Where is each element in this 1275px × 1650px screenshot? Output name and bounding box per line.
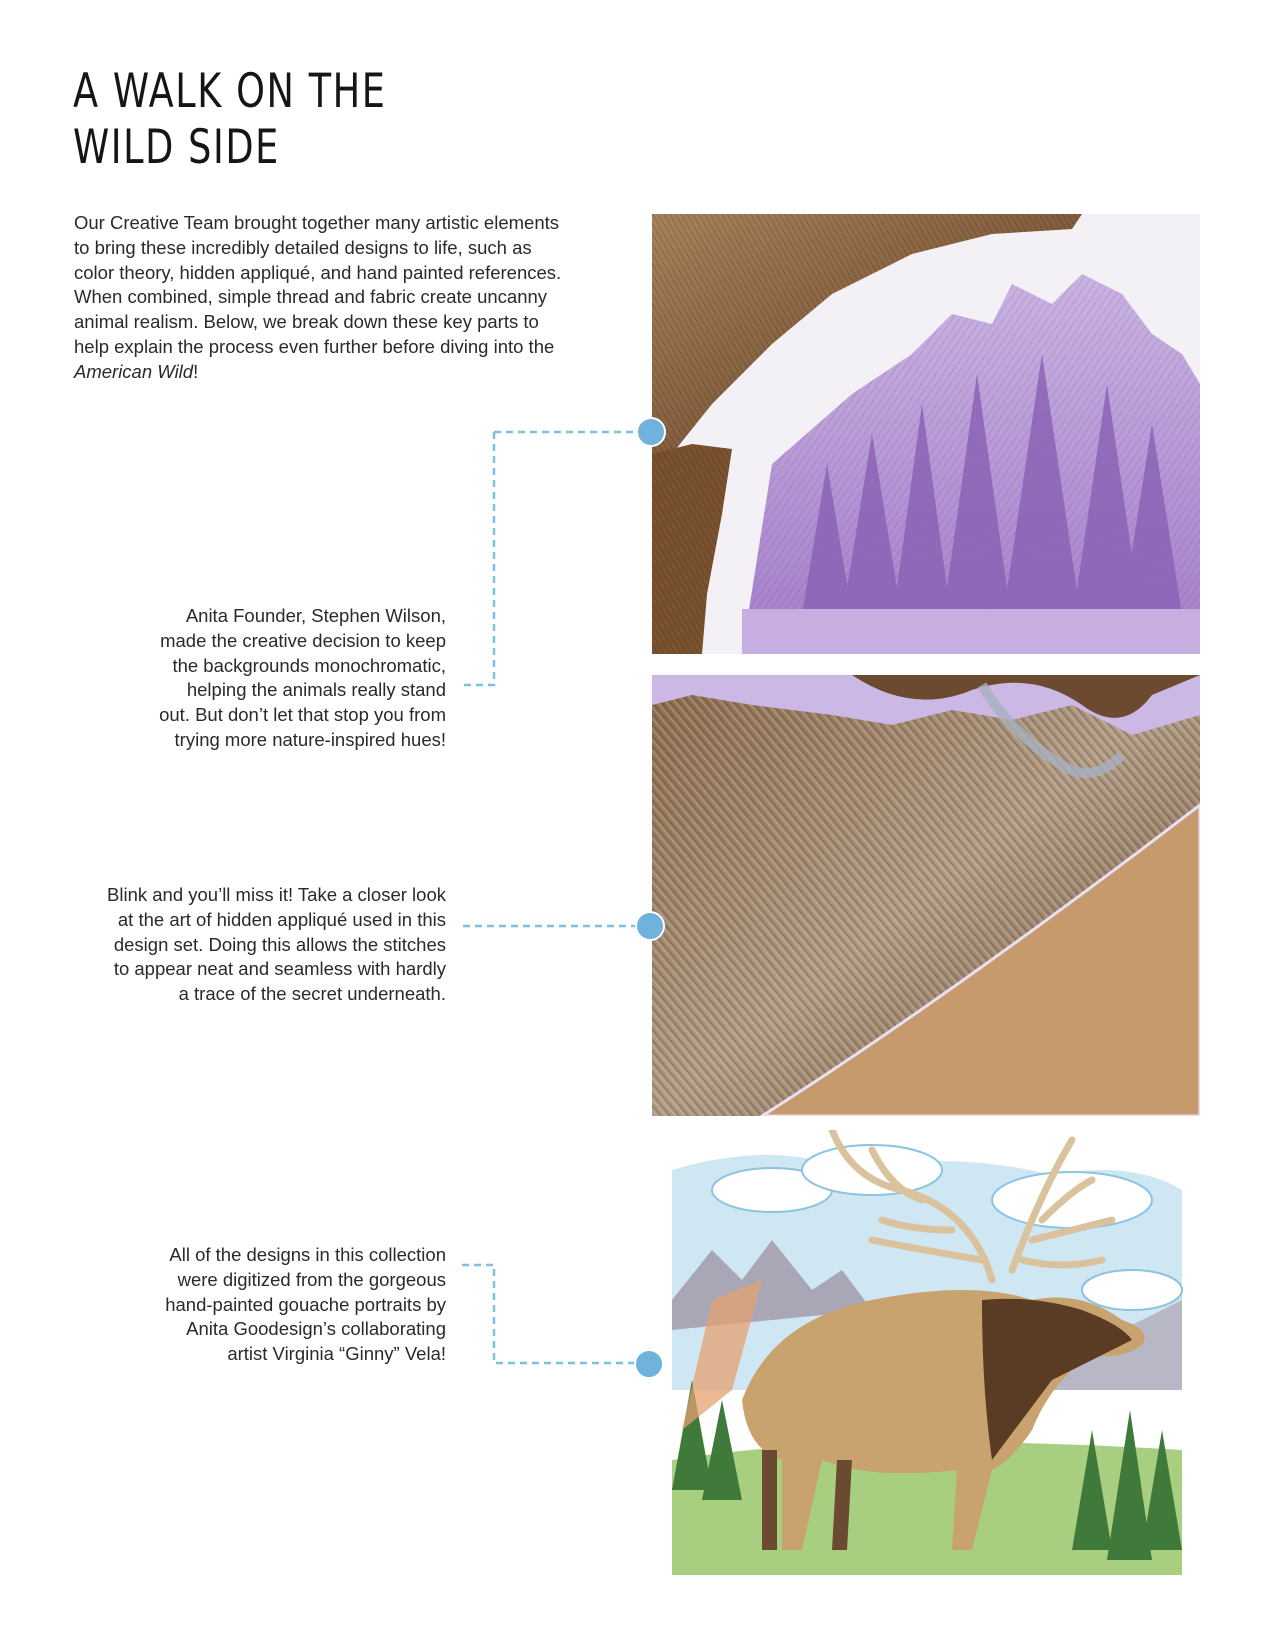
- callout-line: design set. Doing this allows the stitches: [113, 933, 446, 955]
- intro-line: to bring these incredibly detailed designs to life, such as: [74, 236, 532, 258]
- forest-embroidery-image: [652, 214, 1200, 654]
- intro-exclamation: !: [193, 360, 199, 382]
- page-title: [73, 64, 387, 176]
- intro-line: help explain the process even further before diving into the: [74, 335, 555, 357]
- intro-line: color theory, hidden appliqué, and hand painted references.: [74, 261, 562, 283]
- callout-line: a trace of the secret underneath.: [178, 983, 446, 1005]
- photo-monochrome-forest: [652, 214, 1200, 654]
- callout-line: at the art of hidden appliqué used in this: [117, 908, 446, 930]
- applique-closeup-image: [652, 675, 1200, 1116]
- callout-line: artist Virginia “Ginny” Vela!: [227, 1343, 446, 1365]
- intro-italic-title: American Wild: [74, 360, 194, 382]
- callout-line: trying more nature-inspired hues!: [174, 728, 446, 750]
- callout-line: All of the designs in this collection: [169, 1244, 446, 1265]
- elk-painting-image: [652, 1130, 1200, 1575]
- callout-gouache-portraits: [165, 1243, 446, 1367]
- callout-line: the backgrounds monochromatic,: [172, 654, 446, 676]
- intro-line: When combined, simple thread and fabric create uncanny: [74, 286, 548, 308]
- title-line: A WALK ON THE: [73, 64, 387, 119]
- photo-hidden-applique: [652, 675, 1200, 1116]
- connector-line-1-vertical: [462, 432, 494, 685]
- callout-line: to appear neat and seamless with hardly: [113, 958, 446, 980]
- intro-paragraph: [74, 211, 614, 385]
- connector-line-3: [462, 1265, 645, 1363]
- callout-line: helping the animals really stand: [186, 679, 446, 701]
- callout-line: Blink and you’ll miss it! Take a closer look: [107, 884, 446, 905]
- callout-line: hand-painted gouache portraits by: [165, 1293, 446, 1315]
- callout-line: were digitized from the gorgeous: [177, 1268, 446, 1290]
- photo-gouache-elk: [652, 1130, 1200, 1575]
- callout-line: out. But don’t let that stop you from: [159, 704, 446, 726]
- callout-hidden-applique: [107, 883, 446, 1007]
- callout-line: made the creative decision to keep: [160, 629, 446, 651]
- intro-line-last: [74, 360, 614, 385]
- intro-line: Our Creative Team brought together many artistic elements: [74, 212, 559, 233]
- callout-line: Anita Founder, Stephen Wilson,: [185, 605, 446, 626]
- callout-line: Anita Goodesign’s collaborating: [186, 1318, 446, 1340]
- title-line: WILD SIDE: [73, 120, 280, 175]
- intro-line: animal realism. Below, we break down these key parts to: [74, 311, 539, 333]
- callout-monochrome: [159, 604, 446, 753]
